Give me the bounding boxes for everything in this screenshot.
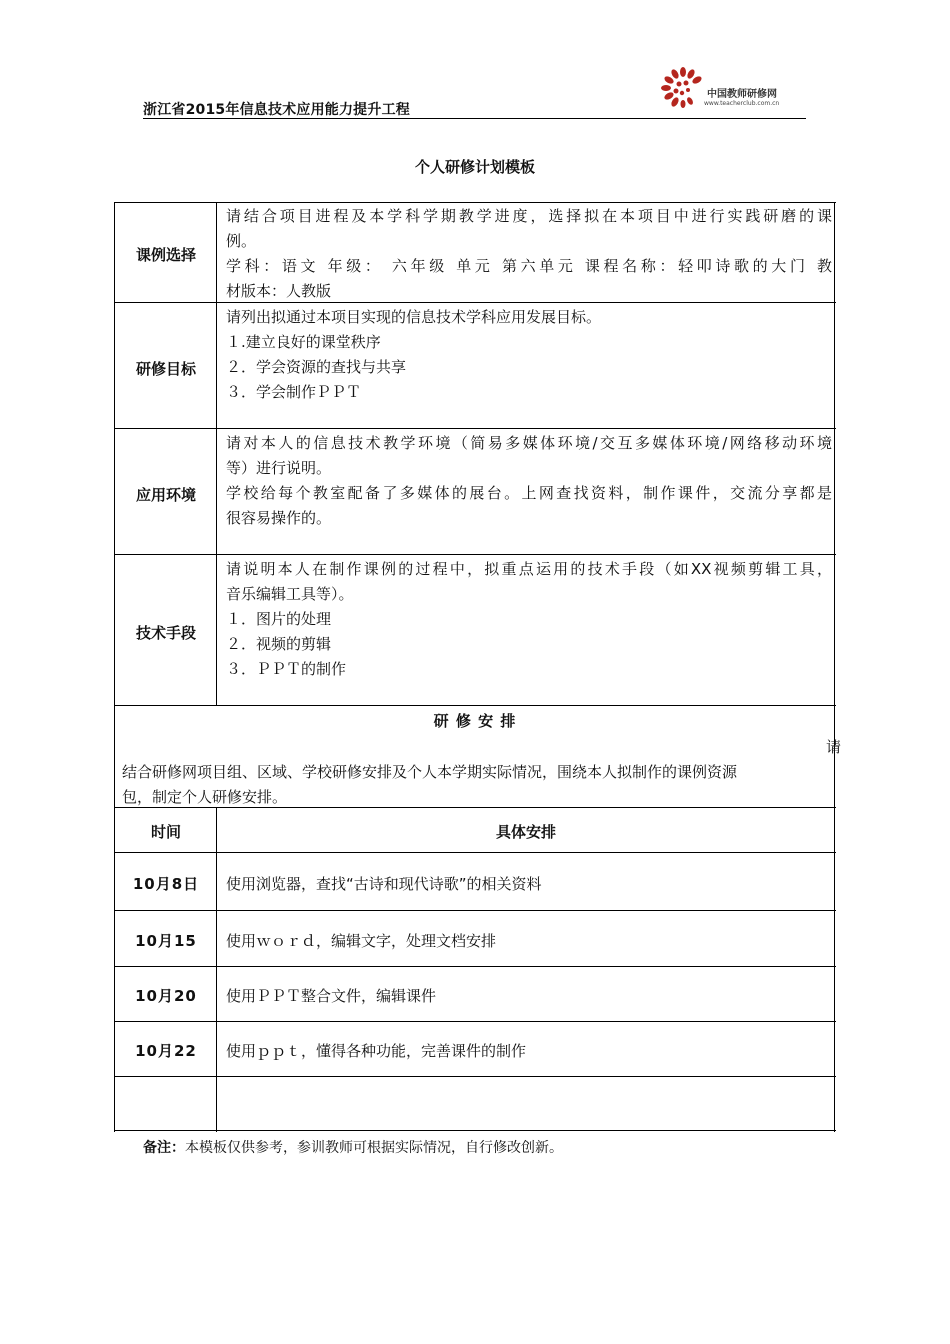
schedule-date: 10月8日 — [132, 875, 200, 893]
header-project-title: 浙江省2015年信息技术应用能力提升工程 — [143, 102, 410, 118]
header-rule — [143, 118, 806, 119]
table-rule — [114, 966, 836, 967]
table-rule — [114, 910, 836, 911]
table-rule — [114, 1076, 836, 1077]
content-line: 请对本人的信息技术教学环境（简易多媒体环境/交互多媒体环境/网络移动环境 — [226, 434, 832, 452]
column-header-time: 时间 — [150, 823, 181, 841]
document-title: 个人研修计划模板 — [414, 158, 535, 176]
content-line: 音乐编辑工具等）。 — [226, 585, 354, 603]
table-rule — [114, 1130, 836, 1131]
table-rule — [114, 554, 836, 555]
content-line: 请结合项目进程及本学科学期教学进度，选择拟在本项目中进行实践研磨的课 — [226, 207, 832, 225]
intro-line: 包，制定个人研修安排。 — [122, 788, 288, 806]
schedule-date: 10月20 — [135, 987, 197, 1005]
table-rule — [114, 705, 836, 706]
content-line: ３．学会制作ＰＰＴ — [226, 383, 362, 401]
content-line: ２．视频的剪辑 — [226, 635, 332, 653]
content-line: 材版本：人教版 — [226, 282, 332, 300]
schedule-detail: 使用ｗｏｒｄ，编辑文字，处理文档安排 — [226, 932, 497, 950]
table-rule — [114, 428, 836, 429]
section-label: 研修目标 — [135, 360, 196, 378]
schedule-detail: 使用浏览器，查找“古诗和现代诗歌”的相关资料 — [226, 875, 542, 893]
section-label: 应用环境 — [135, 486, 196, 504]
content-line: １．图片的处理 — [226, 610, 332, 628]
arrangement-intro-tail: 请 — [826, 738, 842, 756]
content-line: 等）进行说明。 — [226, 459, 332, 477]
table-rule — [114, 852, 836, 853]
logo-mark-icon — [657, 66, 709, 114]
content-line: 请列出拟通过本项目实现的信息技术学科应用发展目标。 — [226, 308, 602, 326]
content-line: １.建立良好的课堂秩序 — [226, 333, 381, 351]
arrangement-title: 研 修 安 排 — [433, 712, 517, 730]
teacher-club-logo — [657, 66, 807, 114]
section-label: 技术手段 — [135, 624, 196, 642]
footnote-text: 本模板仅供参考，参训教师可根据实际情况，自行修改创新。 — [185, 1140, 563, 1156]
section-content — [226, 431, 832, 531]
content-line: ２．学会资源的查找与共享 — [226, 358, 407, 376]
content-line: 学校给每个教室配备了多媒体的展台。上网查找资料，制作课件，交流分享都是 — [226, 484, 832, 502]
intro-line: 结合研修网项目组、区域、学校研修安排及个人本学期实际情况，围绕本人拟制作的课例资源 — [122, 763, 738, 781]
plan-table — [114, 202, 842, 1132]
schedule-date: 10月22 — [135, 1042, 197, 1060]
section-content — [226, 305, 832, 405]
table-rule — [114, 1021, 836, 1022]
schedule-date: 10月15 — [135, 932, 197, 950]
footnote-label: 备注： — [143, 1140, 185, 1156]
arrangement-intro — [122, 760, 737, 810]
section-label: 课例选择 — [135, 246, 196, 264]
logo-url: www.teacherclub.com.cn — [704, 100, 780, 107]
content-line: 学科：语文 年级： 六年级 单元 第六单元 课程名称：轻叩诗歌的大门 教 — [226, 257, 832, 275]
section-content — [226, 204, 832, 304]
table-rule — [834, 202, 835, 1132]
footnote — [143, 1137, 563, 1157]
logo-name: 中国教师研修网 — [707, 89, 777, 100]
table-rule — [114, 202, 836, 203]
column-header-detail: 具体安排 — [495, 823, 556, 841]
content-line: 例。 — [226, 232, 257, 250]
content-line: 很容易操作的。 — [226, 509, 332, 527]
content-line: ３．ＰＰＴ的制作 — [226, 660, 347, 678]
schedule-detail: 使用ＰＰＴ整合文件，编辑课件 — [226, 987, 437, 1005]
section-content — [226, 557, 832, 682]
content-line: 请说明本人在制作课例的过程中，拟重点运用的技术手段（如XX视频剪辑工具， — [226, 560, 832, 578]
table-rule — [216, 807, 217, 1132]
schedule-detail: 使用ｐｐｔ，懂得各种功能，完善课件的制作 — [226, 1042, 527, 1060]
